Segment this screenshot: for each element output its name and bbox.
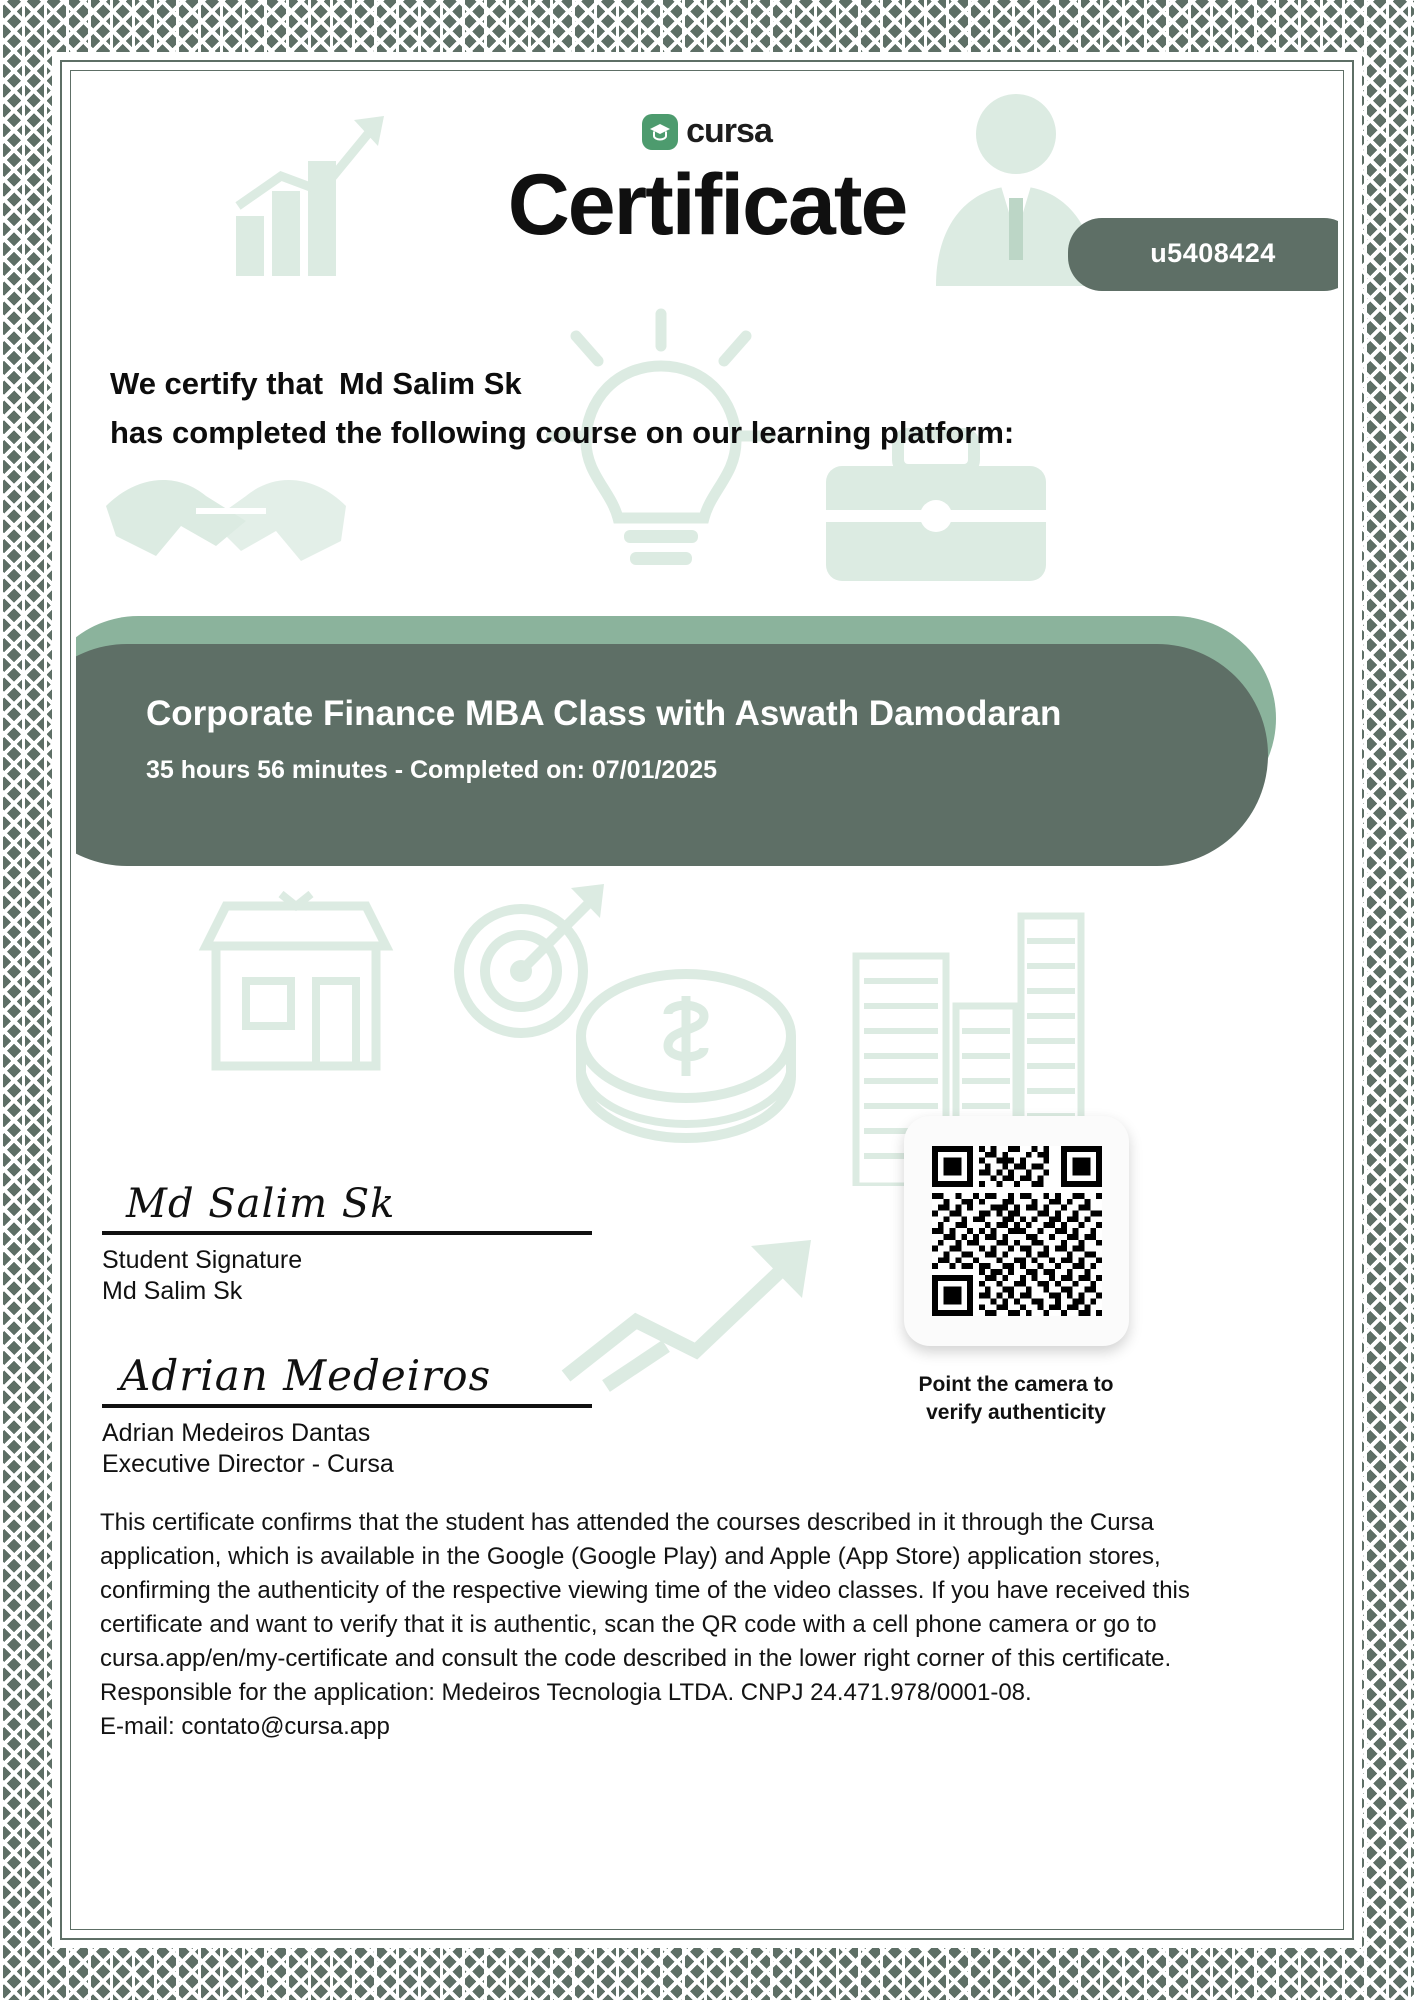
legal-line-4: certificate and want to verify that it is authentic, scan the QR code with a cell phone camera or go to — [100, 1611, 1157, 1639]
student-signature-name: Md Salim Sk — [102, 1277, 243, 1306]
legal-line-1: This certificate confirms that the student has attended the courses described in it through the Cursa — [100, 1509, 1154, 1536]
qr-code-icon[interactable] — [932, 1146, 1102, 1316]
legal-line-2: application, which is available in the Google (Google Play) and Apple (App Store) application stores, — [100, 1543, 1161, 1571]
director-signature-block — [102, 1351, 622, 1481]
director-signature-caption — [102, 1418, 622, 1481]
graduation-cap-icon — [642, 114, 678, 150]
certify-statement — [110, 366, 1210, 451]
director-title: Executive Director - Cursa — [102, 1450, 394, 1479]
course-banner — [76, 616, 1336, 896]
legal-text — [100, 1506, 1295, 1745]
student-signature-block — [102, 1181, 622, 1308]
legal-line-6: Responsible for the application: Medeiros Tecnologia LTDA. CNPJ 24.471.978/0001-08. — [100, 1679, 1032, 1707]
store-art-icon — [186, 886, 406, 1086]
brand-name: cursa — [686, 112, 772, 150]
certify-line-2: has completed the following course on our learning platform: — [110, 415, 1015, 450]
director-name: Adrian Medeiros Dantas — [102, 1419, 371, 1447]
qr-code-card[interactable] — [904, 1116, 1129, 1346]
qr-caption-line-1: Point the camera to — [918, 1373, 1114, 1396]
director-signature-script: Adrian Medeiros — [120, 1351, 492, 1400]
student-signature-label: Student Signature — [102, 1246, 303, 1274]
course-duration-date: 35 hours 56 minutes - Completed on: 07/01/2025 — [146, 756, 718, 784]
student-name: Md Salim Sk — [339, 366, 522, 401]
certify-line-1 — [110, 366, 1210, 402]
lightbulb-art-icon — [546, 306, 776, 606]
qr-caption — [836, 1371, 1196, 1428]
target-art-icon — [436, 876, 616, 1056]
student-signature-caption — [102, 1245, 622, 1308]
student-signature-script: Md Salim Sk — [126, 1181, 396, 1227]
course-banner-text — [146, 694, 1196, 785]
course-name: Corporate Finance MBA Class with Aswath Damodaran — [146, 694, 1062, 733]
certificate-page — [76, 76, 1338, 1924]
coins-art-icon — [556, 946, 816, 1176]
page-title: Certificate — [507, 157, 907, 253]
brand-logo — [76, 112, 1338, 151]
legal-line-3: confirming the authenticity of the respective viewing time of the video classes. If you have received this — [100, 1577, 1190, 1605]
legal-line-5: cursa.app/en/my-certificate and consult the code described in the lower right corner of this certificate. — [100, 1645, 1172, 1673]
qr-caption-line-2: verify authenticity — [926, 1401, 1106, 1425]
certificate-code-badge: u5408424 — [1068, 218, 1338, 291]
legal-line-7: E-mail: contato@cursa.app — [100, 1713, 390, 1741]
signature-rule — [102, 1231, 592, 1235]
signature-rule — [102, 1404, 592, 1408]
handshake-art-icon — [96, 426, 356, 606]
certify-prefix: We certify that — [110, 366, 324, 401]
